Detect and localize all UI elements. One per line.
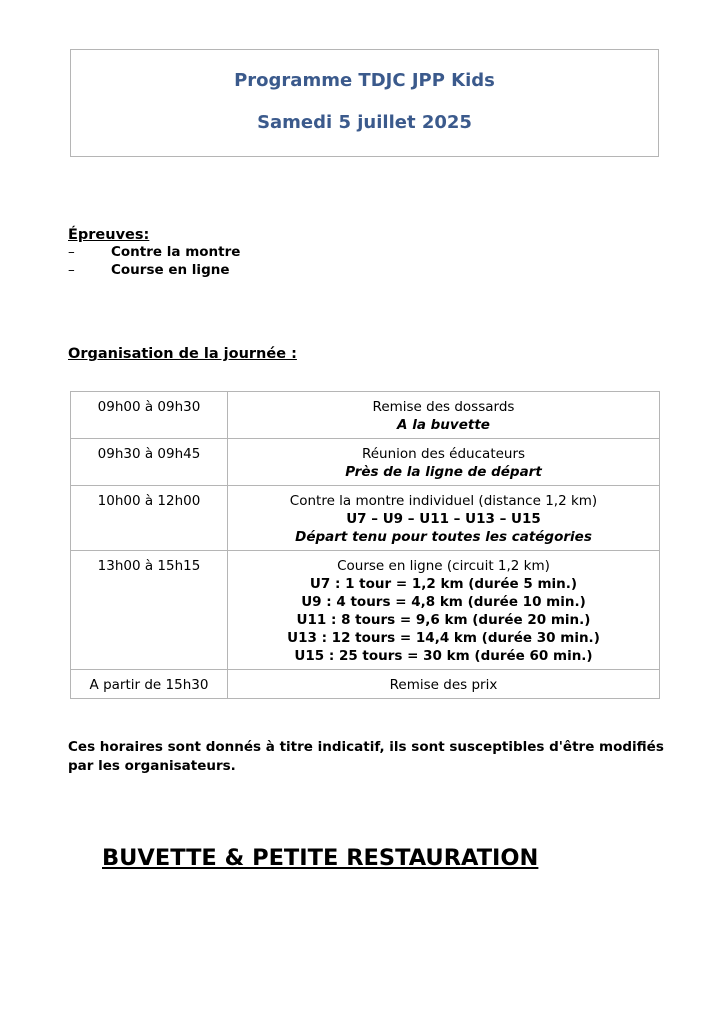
description-line: A la buvette <box>397 417 490 433</box>
description-line: U15 : 25 tours = 30 km (durée 60 min.) <box>294 648 593 664</box>
title-box <box>70 49 659 157</box>
description-cell <box>228 551 660 670</box>
description-line: Réunion des éducateurs <box>361 446 526 462</box>
table-row <box>71 392 660 439</box>
table-row <box>71 551 660 670</box>
organisation-heading: Organisation de la journée : <box>68 346 297 362</box>
list-bullet: – <box>68 244 75 260</box>
description-line: U13 : 12 tours = 14,4 km (durée 30 min.) <box>287 630 600 646</box>
table-row <box>71 439 660 486</box>
description-line: U11 : 8 tours = 9,6 km (durée 20 min.) <box>296 612 591 628</box>
description-line: Près de la ligne de départ <box>345 464 542 480</box>
description-cell <box>228 392 660 439</box>
description-line: Départ tenu pour toutes les catégories <box>295 529 592 545</box>
list-item-label: Course en ligne <box>111 262 230 278</box>
event-date: Samedi 5 juillet 2025 <box>257 112 472 133</box>
epreuves-heading: Épreuves: <box>68 227 150 243</box>
disclaimer-note: Ces horaires sont donnés à titre indicatif, ils sont susceptibles d'être modifiés par les organisateurs. <box>68 739 664 774</box>
time-cell: 09h00 à 09h30 <box>71 392 228 439</box>
description-cell <box>228 439 660 486</box>
time-cell: 10h00 à 12h00 <box>71 486 228 551</box>
list-item-label: Contre la montre <box>111 244 241 260</box>
description-line: Course en ligne (circuit 1,2 km) <box>337 558 550 574</box>
list-bullet: – <box>68 262 75 278</box>
schedule-table <box>70 391 660 699</box>
description-line: U9 : 4 tours = 4,8 km (durée 10 min.) <box>301 594 586 610</box>
table-row <box>71 486 660 551</box>
description-cell <box>228 486 660 551</box>
description-line: U7 : 1 tour = 1,2 km (durée 5 min.) <box>309 576 578 592</box>
time-cell: 13h00 à 15h15 <box>71 551 228 670</box>
time-cell: 09h30 à 09h45 <box>71 439 228 486</box>
description-line: Remise des dossards <box>372 399 515 415</box>
table-row <box>71 670 660 699</box>
page-title: Programme TDJC JPP Kids <box>234 70 495 91</box>
description-line: U7 – U9 – U11 – U13 – U15 <box>346 511 541 527</box>
description-cell <box>228 670 660 699</box>
description-line: Contre la montre individuel (distance 1,2 km) <box>289 493 598 509</box>
description-line: Remise des prix <box>389 677 498 693</box>
buvette-heading: BUVETTE & PETITE RESTAURATION <box>102 845 539 871</box>
time-cell: A partir de 15h30 <box>71 670 228 699</box>
